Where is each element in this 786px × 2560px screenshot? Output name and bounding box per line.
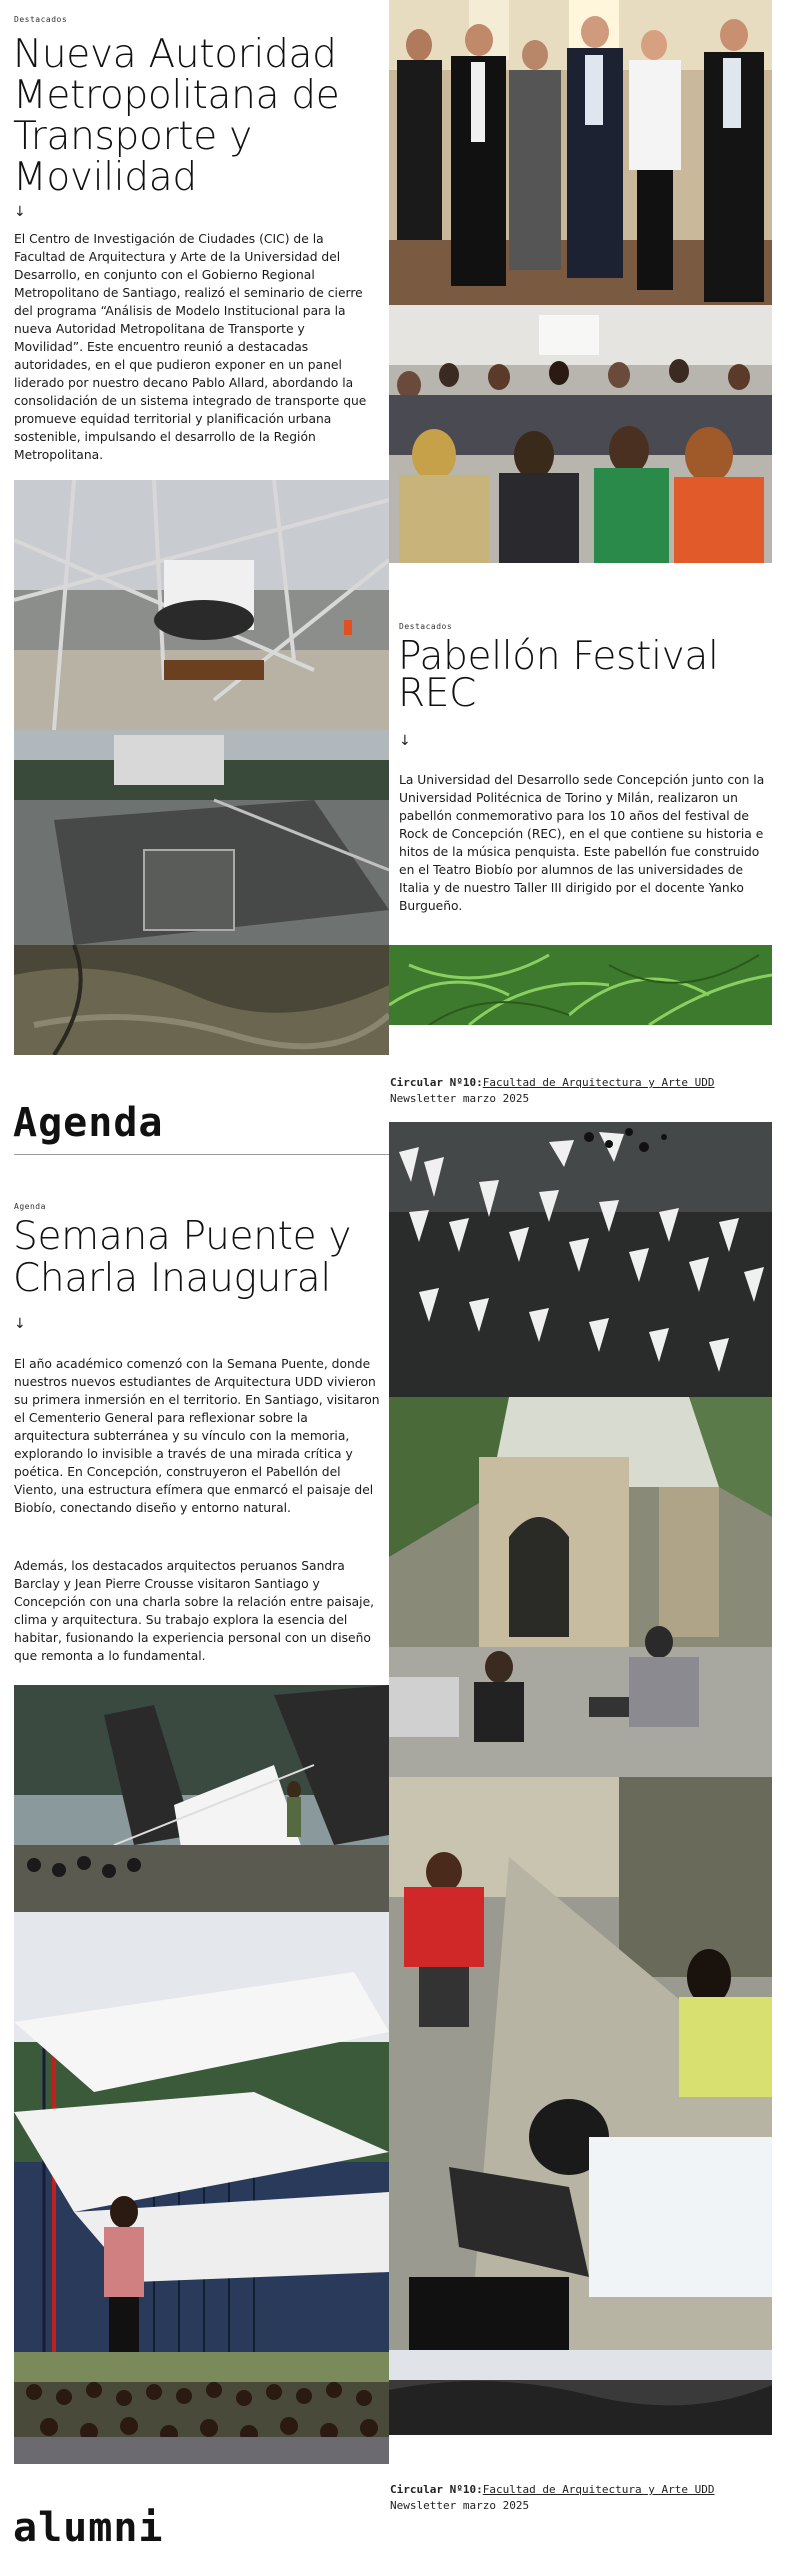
alumni-section-title: alumni [13,2505,164,2551]
circular-label: Circular Nº10: [390,1076,483,1089]
cemetery-visit-photo [389,1397,772,1777]
aerial-site-photo [14,730,389,945]
kicker-agenda: Agenda [14,1202,46,1211]
stone-texture-photo [14,945,389,1055]
faculty-link-2[interactable]: Facultad de Arquitectura y Arte UDD [482,2483,715,2496]
autoridad-body: El Centro de Investigación de Ciudades (CIC) de la Facultad de Arquitectura y Arte de la Universidad del Desarrollo, en conjunto con el Gobierno Regional Metropolitano de Santiago, realizó el seminario de cierre del programa “Análisis de Modelo Institucional para la nueva Autoridad Metropolitana de Transporte y Movilidad”. Este encuentro reunió a destacadas autoridades, en el que pudieron exponer en un panel liderado por nuestro decano Pablo Allard, abordando la consolidación de un sistema integrado de transporte que promueve equidad territorial y planificación urbana sostenible, impulsando el desarrollo de la Región Metropolitana. [14,232,367,462]
kicker-destacados-2: Destacados [399,622,453,631]
agenda-divider [14,1154,389,1155]
down-arrow-icon[interactable]: ↓ [14,204,26,220]
newsletter-date-2: Newsletter marzo 2025 [390,2499,530,2512]
pabellon-body: La Universidad del Desarrollo sede Concepción junto con la Universidad Politécnica de Torino y Milán, realizaron un pabellón conmemorativo para los 10 años del festival de Rock de Concepción (REC), en el que contiene su historia e hitos de la música penquista. Este pabellón fue construido en el Teatro Biobío por alumnos de las universidades de Italia y de nuestro Taller III dirigido por el docente Yanko Burgueño. [399,773,765,913]
agenda-section-title: Agenda [13,1100,164,1146]
semana-title: Semana Puente y Charla Inaugural [13,1214,352,1301]
down-arrow-icon-3[interactable]: ↓ [14,1316,26,1332]
newsletter-date: Newsletter marzo 2025 [390,1092,530,1105]
pabellon-title: Pabellón Festival REC [398,634,719,716]
seminar-audience-photo [389,305,772,563]
newsletter-footer-2 [390,2483,715,2496]
semana-body-1: El año académico comenzó con la Semana Puente, donde nuestros nuevos estudiantes de Arquitectura UDD vivieron su primera inmersión en el territorio. En Santiago, visitaron el Cementerio General para reflexionar sobre la arquitectura subterránea y su vínculo con la memoria, explorando lo invisible a través de una mirada crítica y poética. En Concepción, construyeron el Pabellón del Viento, una estructura efímera que enmarcó el paisaje del Biobío, conectando diseño y entorno natural. [14,1357,380,1515]
white-sails-photo [14,1912,389,2352]
wind-pavilion-photo [14,1685,389,1912]
newsletter-footer-1 [390,1076,715,1089]
faculty-link[interactable]: Facultad de Arquitectura y Arte UDD [482,1076,715,1089]
landscape-strip-photo [389,2350,772,2435]
fern-photo [389,945,772,1025]
white-flags-photo [389,1122,772,1397]
down-arrow-icon-2[interactable]: ↓ [399,733,411,749]
lecture-crowd-photo [14,2352,389,2464]
pavilion-construction-photo [14,480,389,730]
students-sketching-photo [389,1777,772,2350]
semana-body-2: Además, los destacados arquitectos peruanos Sandra Barclay y Jean Pierre Crousse visitaron Santiago y Concepción con una charla sobre la relación entre paisaje, clima y arquitectura. Su trabajo explora la esencia del habitar, fusionando la experiencia personal con un diseño que remonta a lo fundamental. [14,1559,375,1663]
autoridad-title: Nueva Autoridad Metropolitana de Transporte y Movilidad [13,32,340,200]
officials-group-photo [389,0,772,305]
circular-label-2: Circular Nº10: [390,2483,483,2496]
kicker-destacados: Destacados [14,15,68,24]
